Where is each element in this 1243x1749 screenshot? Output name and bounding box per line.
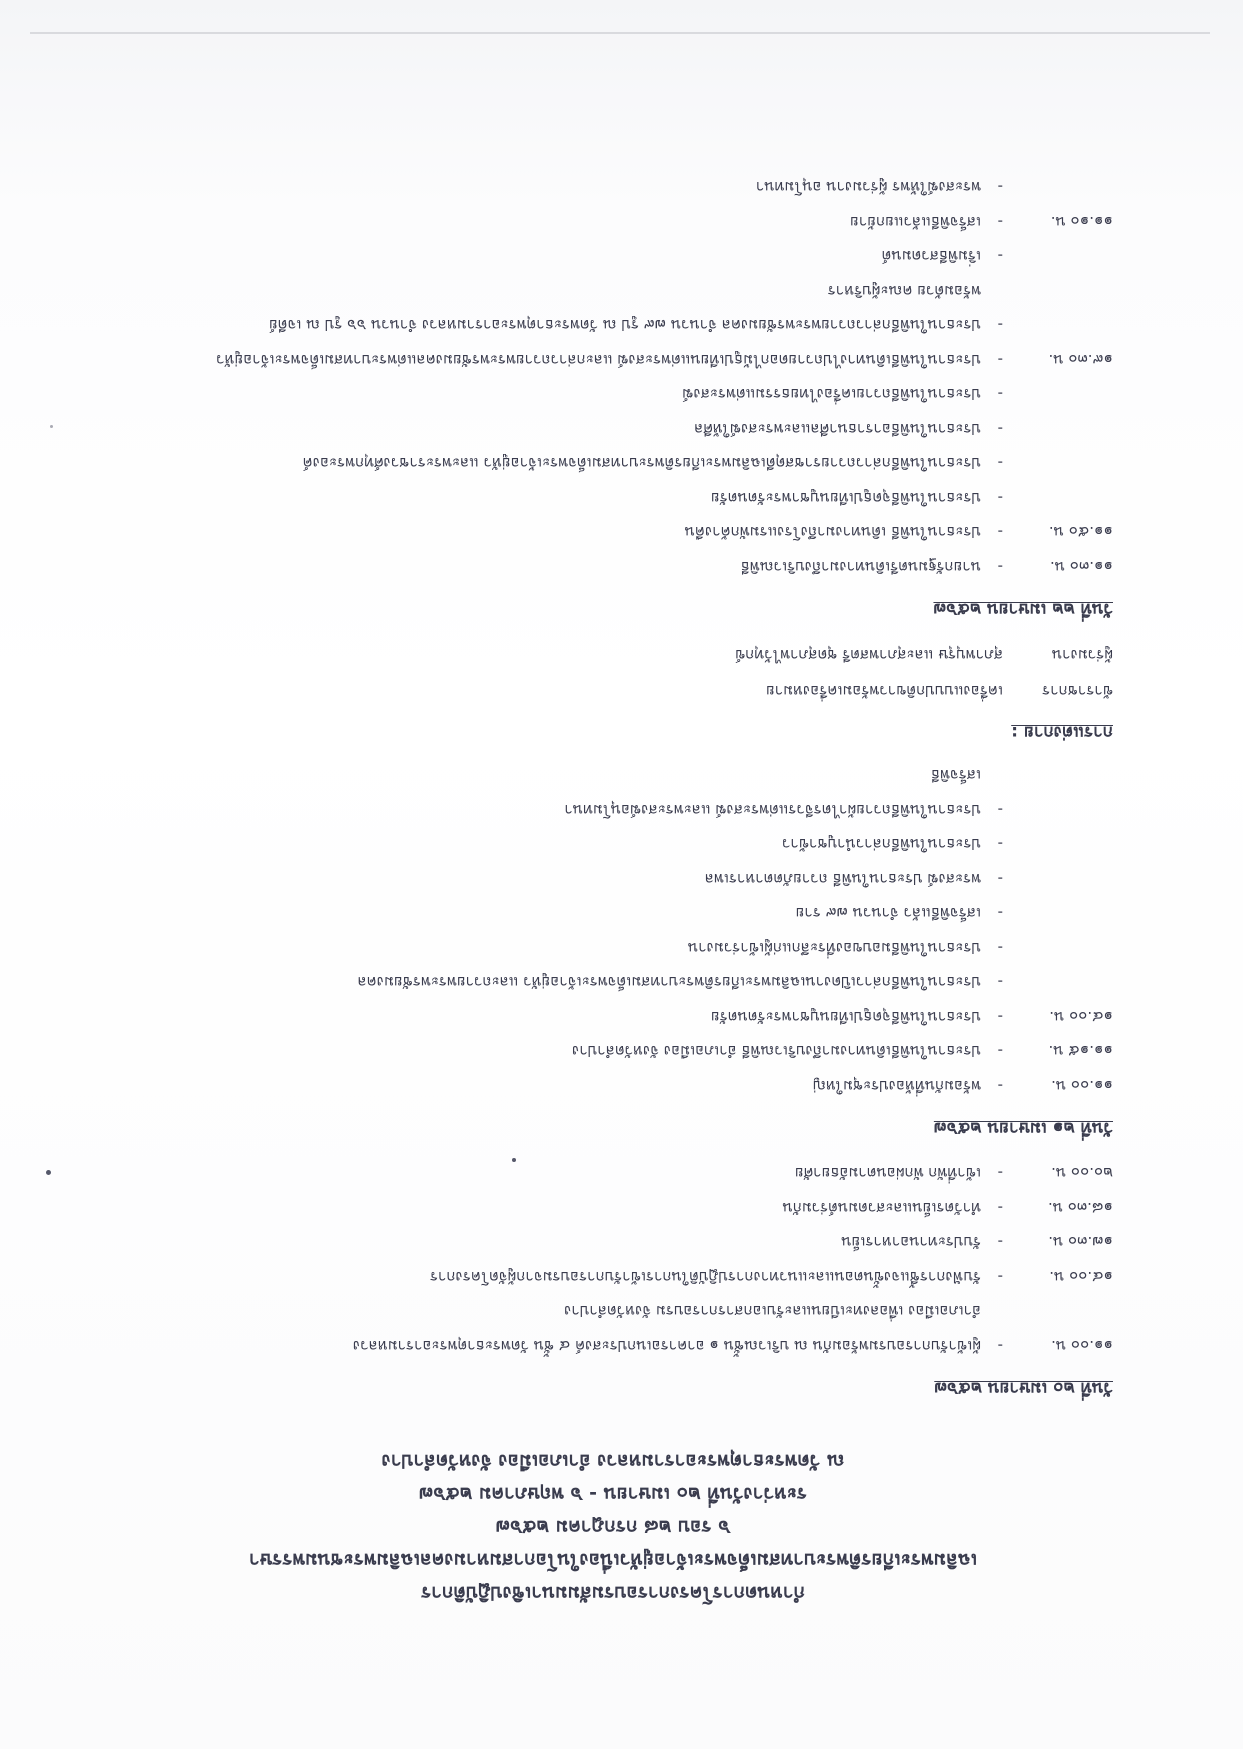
row-text: ประธานในพิธีเดินทางมาถึงบริเวณพิธี อำเภอเมือง จังหวัดลำปาง: [571, 1042, 981, 1061]
row-time: [1003, 965, 1113, 1000]
document-header: [113, 1444, 1113, 1609]
row-dash: -: [997, 904, 1003, 923]
dress-code-key: ผู้ร่วมงาน: [1051, 646, 1113, 664]
dress-code-value: สุภาพบุรุษ และสุภาพสตรี ชุดสุภาพไว้ทุกข์: [734, 646, 1003, 664]
schedule-row: [113, 274, 1113, 309]
row-dash: -: [997, 1337, 1003, 1355]
dress-code-heading: การแต่งกาย :: [1011, 722, 1113, 742]
row-dash: -: [997, 558, 1003, 576]
dress-code-row: [113, 637, 1113, 673]
row-text: พระสงฆ์ให้พร ผู้ร่วมงาน อนุโมทนา: [755, 178, 981, 197]
row-dash: -: [997, 385, 1003, 404]
dress-code-list: [113, 637, 1113, 709]
row-time: ๑๑.๕๐ น.: [1048, 523, 1113, 542]
row-dash: -: [997, 489, 1003, 507]
row-text: ประธานในพิธีจุดธูปเทียนบูชาพระรัตนตรัย: [710, 1008, 981, 1026]
row-dash: -: [997, 939, 1003, 957]
row-dash: -: [997, 801, 1003, 819]
row-time: [1003, 931, 1113, 966]
schedule-row: [113, 1294, 1113, 1329]
row-text: ประธานในพิธีอาราธนาศีลและพระสงฆ์ให้ศีล: [694, 420, 981, 438]
row-dash: -: [997, 178, 1003, 197]
day-2-heading: วันที่ ๒๑ เมษายน ๒๕๖๗: [933, 1118, 1113, 1138]
row-dash: [981, 1294, 1003, 1329]
row-dash: -: [997, 1164, 1003, 1183]
day-2-schedule: [113, 758, 1113, 1103]
row-time: [1003, 446, 1113, 481]
row-time: ๒๐.๐๐ น.: [1051, 1164, 1113, 1183]
header-line-2: เฉลิมพระเกียรติพระบาทสมเด็จพระเจ้าอยู่หัวเนื่องในโอกาสมหามงคลเฉลิมพระชนมพรรษา: [248, 1549, 978, 1571]
row-time: [1003, 239, 1113, 274]
row-dash: -: [997, 420, 1003, 438]
row-text: ประธานในพิธีกล่าวถวายพระพรชัยมงคล จำนวน ๗๙ รูป ณ วัดพระธาตุพระอารามหลวง จำนวน ๖๖ รูป ณ เจดีย์: [268, 316, 981, 335]
row-dash: -: [997, 1042, 1003, 1061]
row-text: ประธานในพิธีเดินทางไปถวายดอกไม้ธูปเทียนแด่พระสงฆ์ และกล่าวถวายพระพรชัยมงคลแด่พระบาทสมเด็จพระเจ้าอยู่หัว: [216, 351, 981, 369]
schedule-row: [113, 308, 1113, 343]
day-1-heading: วันที่ ๒๐ เมษายน ๒๕๖๗: [934, 1378, 1113, 1398]
row-text: พระสงฆ์ ประธานในพิธี ถวายภัตตาหารเพล: [704, 870, 981, 888]
schedule-row: [113, 205, 1113, 240]
dress-code-key: ข้าราชการ: [1042, 682, 1113, 700]
schedule-row: [113, 862, 1113, 897]
row-text: ประธานในพิธีกล่าวเปิดงานเฉลิมพระเกียรติพระบาทสมเด็จพระเจ้าอยู่หัว และถวายพระพรชัยมงคล: [357, 973, 981, 992]
schedule-row: [113, 343, 1113, 378]
row-dash: -: [997, 973, 1003, 992]
row-text: ประธานในพิธีถวายเครื่องไทยธรรมแด่พระสงฆ์: [682, 385, 981, 404]
row-time: ๑๙.๓๐ น.: [1048, 351, 1113, 369]
row-time: [1003, 1294, 1113, 1329]
schedule-row: [113, 550, 1113, 585]
row-time: ๑๑.๓๐ น.: [1049, 558, 1113, 576]
row-text: ประธานในพิธี เดินทางมาถึงโรงแรมพักค้างคืน: [684, 523, 981, 542]
row-text: เสร็จพิธีแล้ว จำนวน ๗๙ ราย: [795, 904, 981, 923]
row-time: [1003, 308, 1113, 343]
row-time: [1003, 274, 1113, 309]
row-text: เริ่มพิธีสวดมนต์: [881, 247, 981, 266]
row-time: [1003, 827, 1113, 862]
schedule-row: [113, 1000, 1113, 1035]
row-time: [1003, 481, 1113, 516]
row-text: เสร็จพิธีแล้วแยกย้าย: [850, 213, 981, 231]
row-dash: -: [997, 1077, 1003, 1095]
row-time: ๑๑.๐๐ น.: [1051, 1077, 1113, 1095]
schedule-row: [113, 758, 1113, 793]
row-time: [1003, 758, 1113, 793]
schedule-row: [113, 965, 1113, 1000]
row-text: ประธานในพิธีกล่าวถวายราชสดุดีเฉลิมพระเกียรติพระบาทสมเด็จพระเจ้าอยู่หัว และพระราชวงศ์ทุกพระองค์: [302, 454, 981, 473]
row-text: ประธานในพิธีกล่าวนำบูชาข้าว: [781, 835, 981, 854]
schedule-row: [113, 1225, 1113, 1260]
schedule-row: [113, 827, 1113, 862]
row-time: ๑๘.๓๐ น.: [1047, 1199, 1113, 1217]
row-text: ประธานในพิธีจุดธูปเทียนบูชาพระรัตนตรัย: [710, 489, 981, 507]
row-dash: -: [997, 351, 1003, 369]
schedule-row: [113, 793, 1113, 828]
row-text: พร้อมด้วย คณะผู้บริหาร: [827, 282, 981, 300]
header-line-3: ๖ รอบ ๒๘ กรกฎาคม ๒๕๖๗: [495, 1516, 731, 1538]
scan-speck: [50, 425, 53, 428]
row-text: ทำวัตรเย็นและสวดมนต์ร่วมกัน: [782, 1199, 981, 1217]
schedule-row: [113, 412, 1113, 447]
header-line-4: ระหว่างวันที่ ๒๐ เมษายน - ๖ พฤษภาคม ๒๕๖๗: [418, 1483, 808, 1505]
schedule-row: [113, 896, 1113, 931]
row-dash: -: [997, 213, 1003, 231]
row-dash: -: [997, 1008, 1003, 1026]
schedule-row: [113, 1034, 1113, 1069]
schedule-row: [113, 239, 1113, 274]
row-text: ประธานในพิธีถวายผ้าไตรจีวรแด่พระสงฆ์ และพระสงฆ์อนุโมทนา: [564, 801, 981, 819]
row-text: พร้อมกันที่ห้องประชุมใหญ่: [813, 1077, 981, 1095]
row-dash: [981, 758, 1003, 793]
row-text: เสร็จพิธี: [930, 766, 981, 785]
row-time: ๑๗.๓๐ น.: [1048, 1233, 1113, 1252]
row-dash: -: [997, 247, 1003, 266]
schedule-row: [113, 446, 1113, 481]
schedule-row: [113, 515, 1113, 550]
scan-speck: [512, 1158, 516, 1162]
schedule-row: [113, 481, 1113, 516]
schedule-row: [113, 1191, 1113, 1226]
row-text: เข้าที่พัก พักผ่อนตามอัธยาศัย: [794, 1164, 981, 1183]
row-time: [1003, 896, 1113, 931]
dress-code-row: [113, 673, 1113, 709]
row-dash: -: [997, 870, 1003, 888]
row-dash: -: [997, 523, 1003, 542]
dress-code-value: เครื่องแบบปกติขาวพร้อมเครื่องหมาย: [765, 682, 1003, 700]
row-dash: [981, 274, 1003, 309]
row-time: ๑๔.๐๐ น.: [1049, 1268, 1113, 1286]
row-time: [1003, 170, 1113, 205]
row-dash: -: [997, 835, 1003, 854]
schedule-row: [113, 377, 1113, 412]
schedule-row: [113, 931, 1113, 966]
day-3-heading: วันที่ ๒๒ เมษายน ๒๕๖๗: [933, 599, 1113, 619]
day-1-schedule: [113, 1156, 1113, 1363]
row-time: ๑๑.๑๐ น.: [1050, 213, 1113, 231]
header-line-5: ณ วัดพระธาตุพระอารามหลวง อำเภอเมือง จังหวัดลำปาง: [381, 1450, 845, 1472]
row-text: ผู้เข้ารับการอบรมพร้อมกัน ณ บริเวณชั้น ๑ อาคารอเนกประสงค์ ๔ ชั้น วัดพระธาตุพระอารามหลวง: [352, 1337, 981, 1355]
row-dash: -: [997, 1199, 1003, 1217]
row-time: [1003, 412, 1113, 447]
row-time: [1003, 793, 1113, 828]
row-time: [1003, 862, 1113, 897]
row-time: [1003, 377, 1113, 412]
scan-speck: [46, 1170, 51, 1175]
row-text: รับฟังการชี้แจงขั้นตอนและแนวทางการปฏิบัติในการเข้ารับการอบรมจากผู้จัดโครงการ: [429, 1268, 981, 1286]
row-dash: -: [997, 1268, 1003, 1286]
header-line-1: กำหนดการโครงการอบรมสัมมนาเชิงปฏิบัติการ: [421, 1582, 805, 1604]
schedule-row: [113, 1260, 1113, 1295]
row-text: รับประทานอาหารเย็น: [841, 1233, 981, 1252]
document-content: [113, 170, 1113, 1609]
row-dash: -: [997, 454, 1003, 473]
schedule-row: [113, 1069, 1113, 1104]
row-dash: -: [997, 1233, 1003, 1252]
row-dash: -: [997, 316, 1003, 335]
row-text: อำเภอเมือง เพื่อลงทะเบียนและรับเอกสารการอบรม จังหวัดลำปาง: [564, 1302, 981, 1321]
row-time: ๑๔.๐๐ น.: [1049, 1008, 1113, 1026]
row-text: นายกรัฐมนตรีเดินทางมาถึงบริเวณพิธี: [740, 558, 981, 576]
row-time: ๑๑.๐๐ น.: [1051, 1337, 1113, 1355]
schedule-row: [113, 1156, 1113, 1191]
day-3-schedule: [113, 170, 1113, 584]
schedule-row: [113, 1329, 1113, 1364]
row-time: ๑๑.๑๕ น.: [1048, 1042, 1113, 1061]
row-text: ประธานในพิธีมอบของที่ระลึกแก่ผู้เข้าร่วมงาน: [687, 939, 981, 957]
schedule-row: [113, 170, 1113, 205]
